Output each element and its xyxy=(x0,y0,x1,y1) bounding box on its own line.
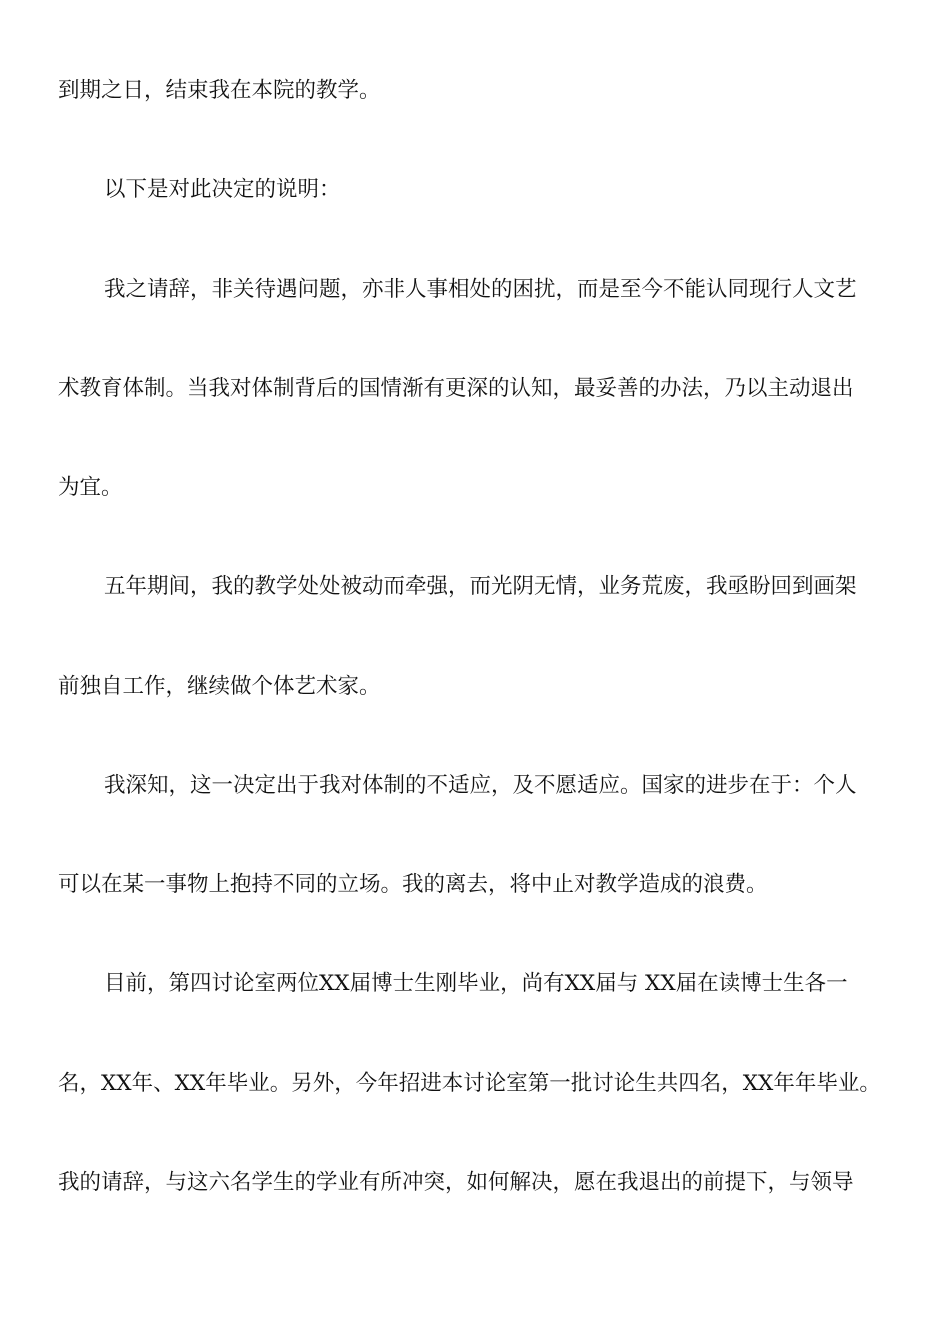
text-line-6: 五年期间，我的教学处处被动而牵强，而光阴无情，业务荒废，我亟盼回到画架 xyxy=(104,574,857,599)
text-line-5: 为宜。 xyxy=(58,475,123,500)
text-line-7: 前独自工作，继续做个体艺术家。 xyxy=(58,674,381,699)
text-line-2: 以下是对此决定的说明： xyxy=(104,177,341,202)
text-line-3: 我之请辞，非关待遇问题，亦非人事相处的困扰，而是至今不能认同现行人文艺 xyxy=(104,277,857,302)
text-line-4: 术教育体制。当我对体制背后的国情渐有更深的认知，最妥善的办法，乃以主动退出 xyxy=(58,376,854,401)
text-line-10: 目前，第四讨论室两位XX届博士生刚毕业，尚有XX届与 XX届在读博士生各一 xyxy=(104,971,848,996)
text-line-12: 我的请辞，与这六名学生的学业有所冲突，如何解决，愿在我退出的前提下，与领导 xyxy=(58,1170,854,1195)
text-line-1: 到期之日，结束我在本院的教学。 xyxy=(58,78,381,103)
text-line-8: 我深知，这一决定出于我对体制的不适应，及不愿适应。国家的进步在于：个人 xyxy=(104,773,857,798)
text-line-9: 可以在某一事物上抱持不同的立场。我的离去，将中止对教学造成的浪费。 xyxy=(58,872,768,897)
text-line-11: 名，XX年、XX年毕业。另外，今年招进本讨论室第一批讨论生共四名，XX年年毕业。 xyxy=(58,1071,881,1096)
